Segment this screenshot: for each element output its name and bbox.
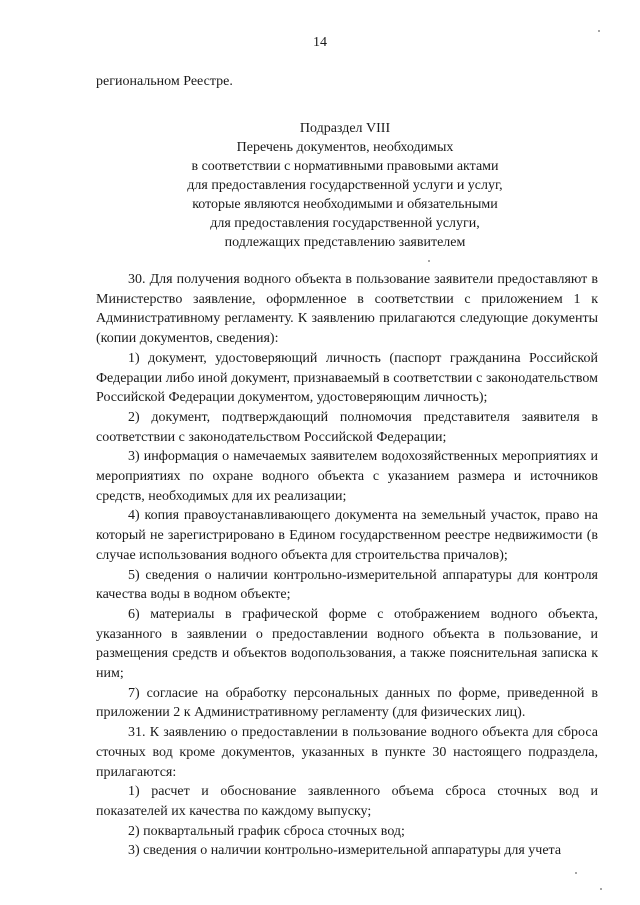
heading-line: для предоставления государственной услуги и услуг, — [187, 178, 503, 193]
heading-line: Подраздел VIII — [299, 121, 391, 136]
heading-line: подлежащих представлению заявителем — [224, 235, 466, 250]
page-number: 14 — [313, 35, 327, 50]
continuation-text: региональном Реестре. — [96, 74, 233, 89]
list-item: 3) информация о намечаемых заявителем водохозяйственных мероприятиях и мероприятиях по охране водного объекта с указанием размера и источников средств, необходимых для их реализации; — [96, 449, 598, 504]
paragraph-30: 30. Для получения водного объекта в пользование заявители предоставляют в Министерство заявление, оформленное в соответствии с приложением 1 к Административному регламенту. К заявлению прилагаются следующие документы (копии документов, сведения): — [96, 272, 598, 347]
scan-speck — [428, 260, 430, 262]
scan-speck — [598, 30, 600, 32]
list-item: 6) материалы в графической форме с отображением водного объекта, указанного в заявлении о предоставлении водного объекта в пользование, и размещения средств и объектов водопользования, а также пояснительная записка к ним; — [96, 606, 598, 682]
paragraph-31: 31. К заявлению о предоставлении в пользование водного объекта для сброса сточных вод кроме документов, указанных в пункте 30 настоящего подраздела, прилагаются: — [96, 725, 598, 780]
list-item: 2) поквартальный график сброса сточных вод; — [128, 823, 405, 839]
heading-line: которые являются необходимыми и обязательными — [192, 197, 498, 212]
list-item: 1) расчет и обоснование заявленного объема сброса сточных вод и показателей их качества по каждому выпуску; — [96, 784, 598, 819]
heading-line: Перечень документов, необходимых — [236, 140, 454, 155]
list-item: 4) копия правоустанавливающего документа на земельный участок, право на который не зарегистрировано в Едином государственном реестре недвижимости (в случае использования водного объекта для строительства причалов); — [96, 508, 598, 563]
list-item: 2) документ, подтверждающий полномочия представителя заявителя в соответствии с законодательством Российской Федерации; — [96, 409, 598, 445]
list-item: 7) согласие на обработку персональных данных по форме, приведенной в приложении 2 к Административному регламенту (для физических лиц). — [96, 685, 598, 721]
section-heading — [150, 119, 540, 252]
heading-line: в соответствии с нормативными правовыми актами — [191, 159, 499, 174]
list-item: 1) документ, удостоверяющий личность (паспорт гражданина Российской Федерации либо иной документ, признаваемый в соответствии с законодательством Российской Федерации документом, удостоверяющим личность); — [96, 350, 598, 406]
heading-line: для предоставления государственной услуги, — [210, 216, 480, 231]
list-item: 3) сведения о наличии контрольно-измерительной аппаратуры для учета — [128, 843, 562, 859]
scan-speck — [600, 888, 602, 890]
list-item: 5) сведения о наличии контрольно-измерительной аппаратуры для контроля качества воды в водном объекте; — [96, 567, 598, 603]
document-body — [96, 270, 598, 861]
scan-speck — [575, 872, 577, 874]
